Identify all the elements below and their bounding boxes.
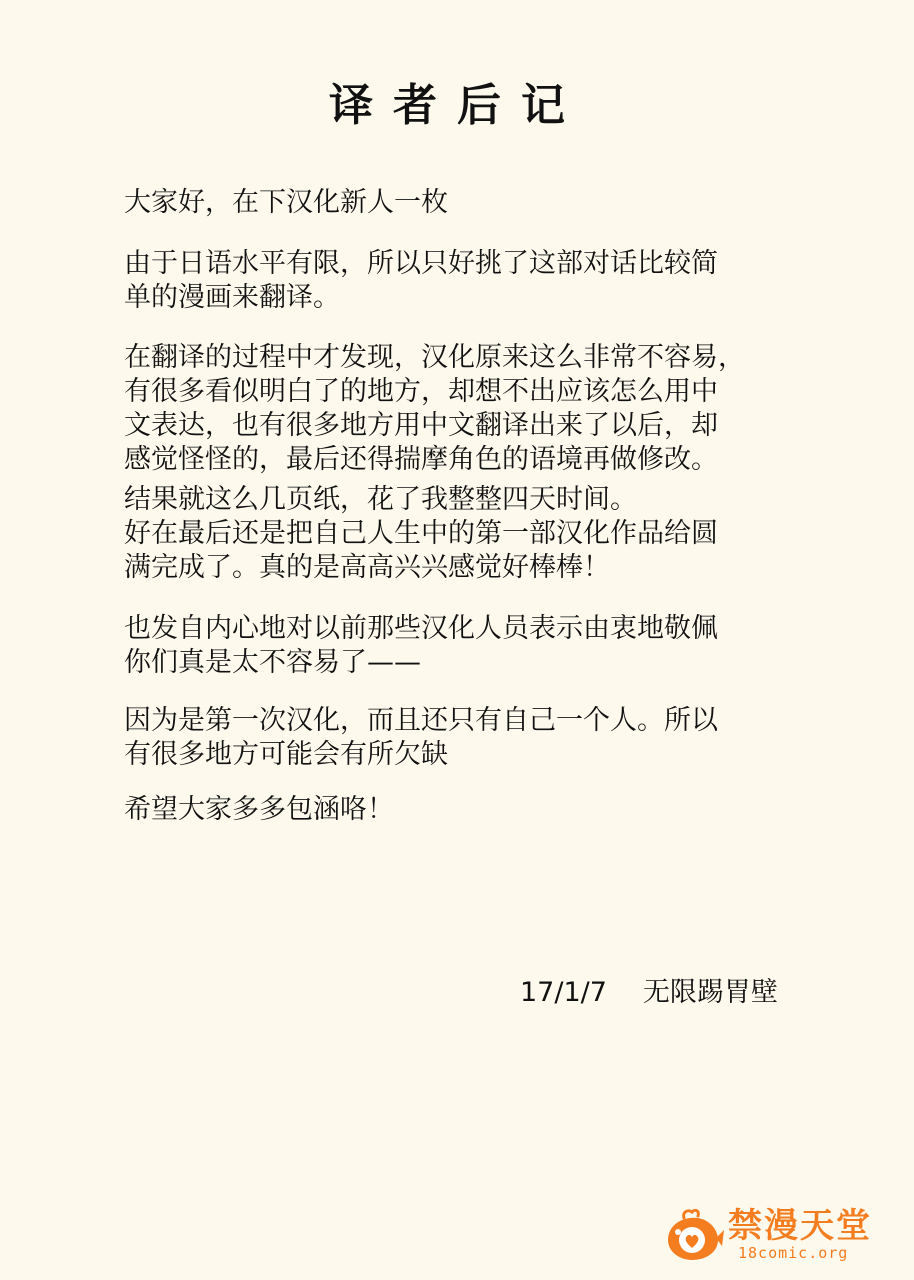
text-line: 感觉怪怪的，最后还得揣摩角色的语境再做修改。 xyxy=(124,444,718,475)
paragraph-respect xyxy=(124,612,824,680)
text-line: 有很多看似明白了的地方，却想不出应该怎么用中 xyxy=(124,376,718,407)
signature-date: 17/1/7 xyxy=(520,977,607,1008)
text-line: 单的漫画来翻译。 xyxy=(124,282,340,313)
text-line: 结果就这么几页纸，花了我整整四天时间。 xyxy=(124,484,637,515)
text-line: 满完成了。真的是高高兴兴感觉好棒棒！ xyxy=(124,552,610,583)
text-line: 大家好，在下汉化新人一枚 xyxy=(124,187,448,218)
text-line: 由于日语水平有限，所以只好挑了这部对话比较简 xyxy=(124,248,718,279)
text-line: 有很多地方可能会有所欠缺 xyxy=(124,739,448,770)
page-title: 译者后记 xyxy=(329,80,585,131)
text-line: 你们真是太不容易了—— xyxy=(124,647,421,678)
text-line: 希望大家多多包涵咯！ xyxy=(124,794,394,825)
paragraph-result xyxy=(124,483,824,585)
paragraph-process xyxy=(124,341,824,477)
text-line: 因为是第一次汉化，而且还只有自己一个人。所以 xyxy=(124,705,718,736)
signature xyxy=(520,975,778,1011)
watermark-url: 18comic.org xyxy=(738,1244,849,1262)
signature-author: 无限踢胃壁 xyxy=(642,977,778,1008)
paragraph-greeting xyxy=(124,186,824,220)
paragraph-apology xyxy=(124,704,824,772)
site-watermark xyxy=(662,1202,882,1272)
watermark-brand: 禁漫天堂 xyxy=(728,1206,872,1246)
paragraph-closing xyxy=(124,793,824,827)
fish-mascot-icon xyxy=(662,1208,724,1266)
paragraph-reason xyxy=(124,247,824,315)
text-line: 文表达，也有很多地方用中文翻译出来了以后，却 xyxy=(124,410,718,441)
text-line: 在翻译的过程中才发现，汉化原来这么非常不容易， xyxy=(124,342,745,373)
text-line: 也发自内心地对以前那些汉化人员表示由衷地敬佩 xyxy=(124,613,718,644)
text-line: 好在最后还是把自己人生中的第一部汉化作品给圆 xyxy=(124,518,718,549)
